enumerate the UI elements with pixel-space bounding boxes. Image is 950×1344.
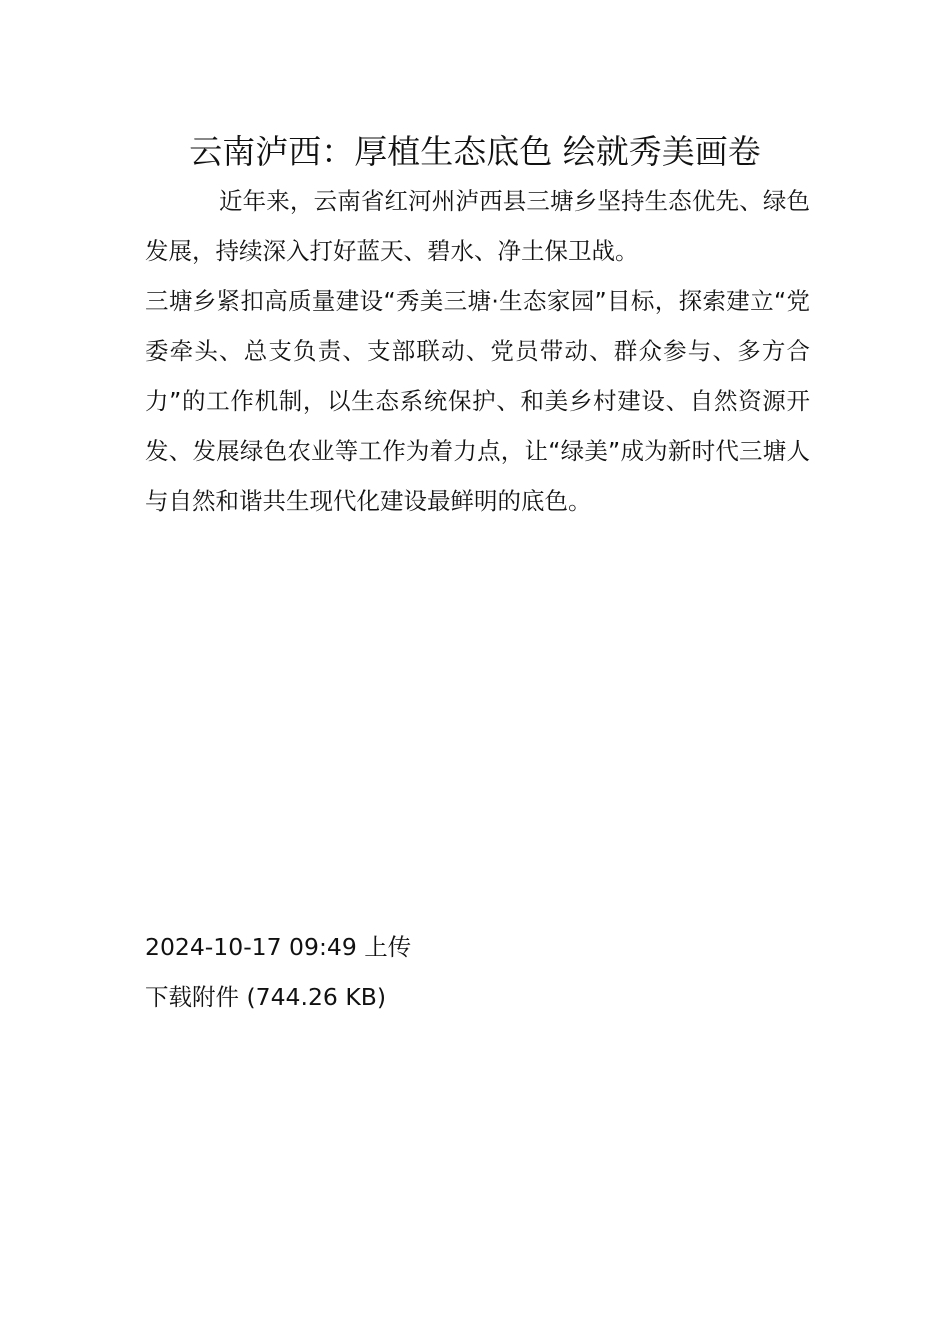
article-paragraph-1: 近年来，云南省红河州泸西县三塘乡坚持生态优先、绿色发展，持续深入打好蓝天、碧水、净土保卫战。 — [145, 187, 810, 265]
download-attachment-link[interactable]: 下载附件 (744.26 KB) — [145, 983, 387, 1011]
upload-timestamp: 2024-10-17 09:49 上传 — [145, 933, 412, 961]
article-paragraph-2: 三塘乡紧扣高质量建设“秀美三塘·生态家园”目标，探索建立“党委牵头、总支负责、支部联动、党员带动、群众参与、多方合力”的工作机制，以生态系统保护、和美乡村建设、自然资源开发、发展绿色农业等工作为着力点，让“绿美”成为新时代三塘人与自然和谐共生现代化建设最鲜明的底色。 — [145, 287, 810, 515]
article-title: 云南泸西：厚植生态底色 绘就秀美画卷 — [189, 132, 761, 171]
